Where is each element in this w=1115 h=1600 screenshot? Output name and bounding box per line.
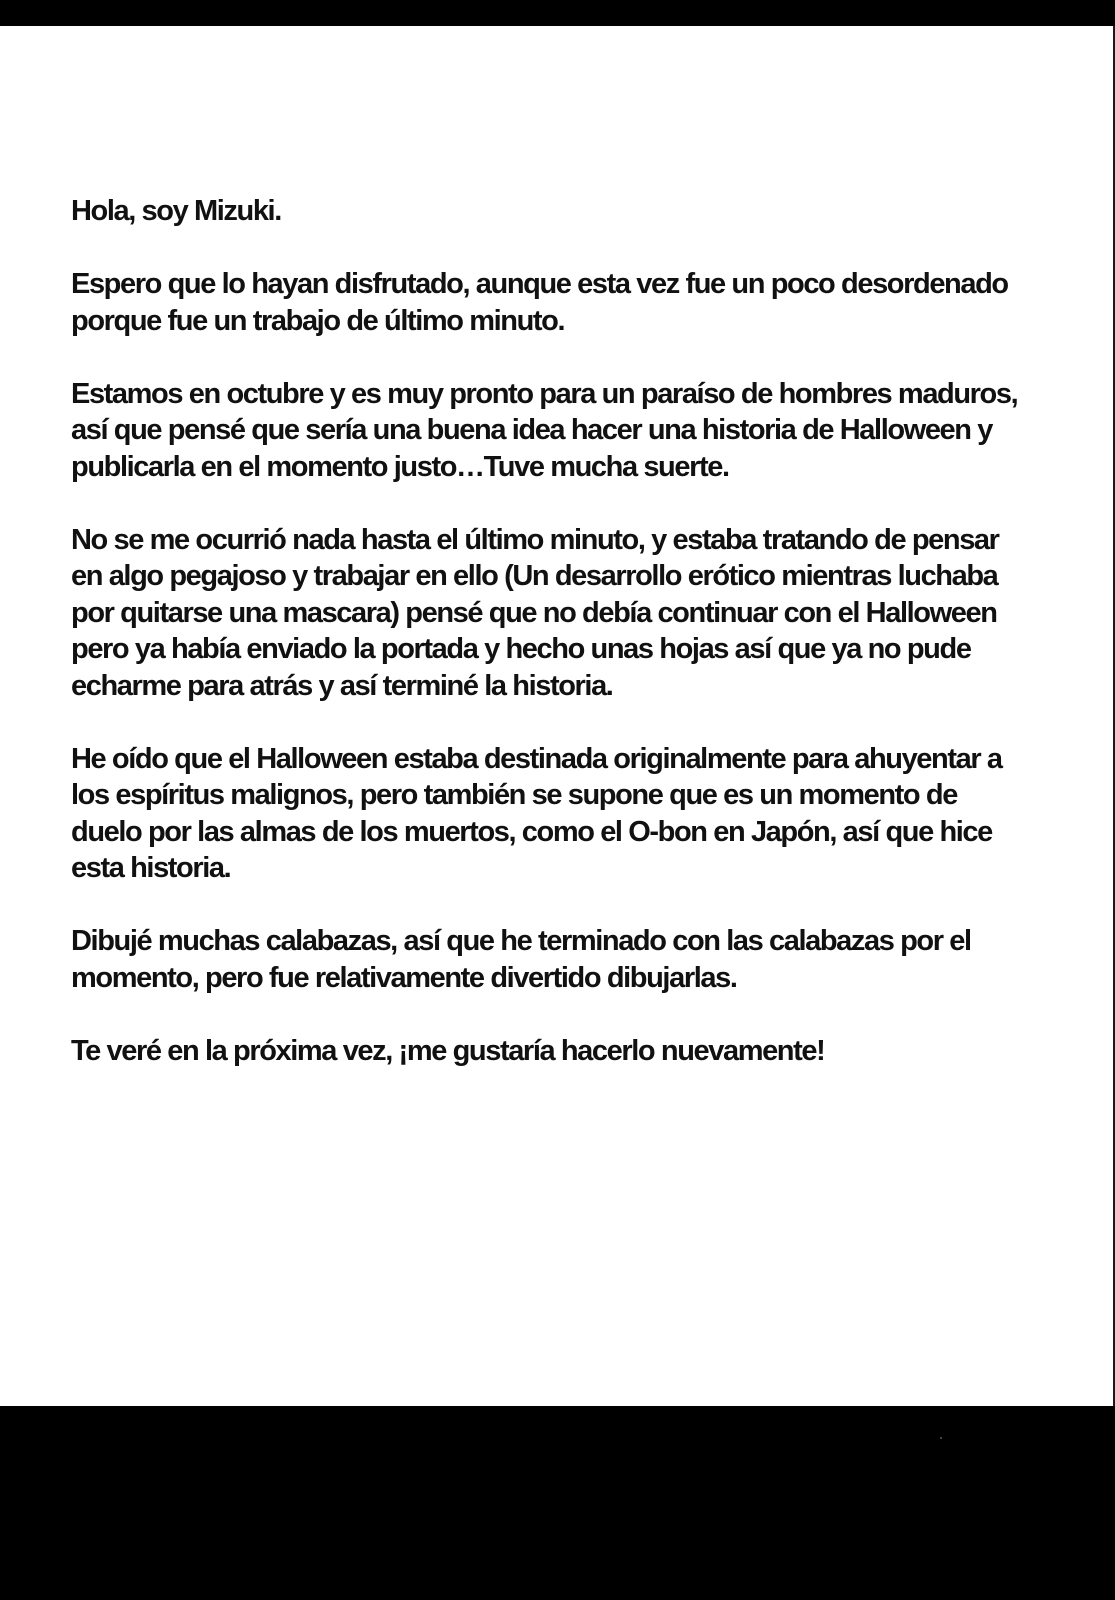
paragraph-halloween-origin: He oído que el Halloween estaba destinada originalmente para ahuyentar a los espíritus malignos, pero también se supone que es un momento de duelo por las almas de los muertos, como el O-bon en Japón, así que hice esta historia. (71, 742, 1002, 884)
paragraph-october: Estamos en octubre y es muy pronto para un paraíso de hombres maduros, así que pensé que sería una buena idea hacer una historia de Halloween y publicarla en el momento justo…Tuve mucha suerte. (71, 377, 1018, 483)
document-page (0, 26, 1113, 1406)
paragraph-greeting: Hola, soy Mizuki. (71, 195, 281, 227)
scan-speck (940, 1437, 942, 1439)
paragraph-apology: Espero que lo hayan disfrutado, aunque esta vez fue un poco desordenado porque fue un trabajo de último minuto. (71, 268, 1008, 337)
paragraph-pumpkins: Dibujé muchas calabazas, así que he terminado con las calabazas por el momento, pero fue relativamente divertido dibujarlas. (71, 925, 971, 994)
paragraph-farewell: Te veré en la próxima vez, ¡me gustaría hacerlo nuevamente! (71, 1034, 825, 1067)
author-note (71, 193, 1071, 1069)
paragraph-ideas: No se me ocurrió nada hasta el último minuto, y estaba tratando de pensar en algo pegajoso y trabajar en ello (Un desarrollo erótico mientras luchaba por quitarse una mascara) pensé que no debía continuar con el Halloween pero ya había enviado la portada y hecho unas hojas así que ya no pude echarme para atrás y así terminé la historia. (71, 523, 999, 702)
